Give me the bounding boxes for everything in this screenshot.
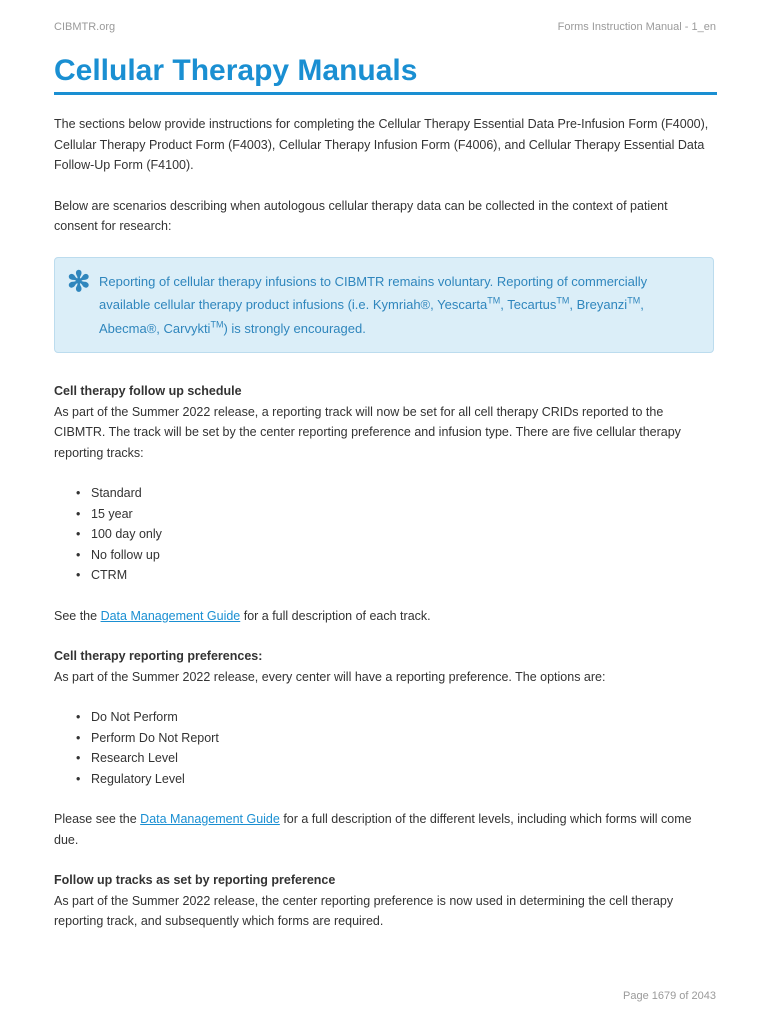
scenarios-paragraph: Below are scenarios describing when autologous cellular therapy data can be collected in the context of patient consent for research: [54, 198, 668, 233]
list-item: • Research Level [54, 748, 714, 769]
page-title: Cellular Therapy Manuals [54, 54, 717, 95]
preferences-list [54, 707, 714, 789]
page-number: Page 1679 of 2043 [623, 990, 716, 1002]
list-item: • 100 day only [54, 524, 714, 545]
see-guide-paragraph: See the Data Management Guide for a full description of each track. [54, 608, 431, 623]
section-body: As part of the Summer 2022 release, the center reporting preference is now used in determining the cell therapy reporting track, and subsequently which forms are required. [54, 893, 674, 928]
section-heading: Cell therapy follow up schedule [54, 384, 242, 398]
section-heading: Cell therapy reporting preferences: [54, 649, 263, 663]
info-callout [54, 257, 714, 354]
list-item: • Do Not Perform [54, 707, 714, 728]
section-body: As part of the Summer 2022 release, a reporting track will now be set for all cell therapy CRIDs reported to the CIBMTR. The track will be set by the center reporting preference and infusion type. There are five cellular therapy reporting tracks: [54, 404, 681, 460]
main-content [54, 114, 714, 932]
list-item: • Perform Do Not Report [54, 728, 714, 749]
see-guide-paragraph: Please see the Data Management Guide for a full description of the different levels, including which forms will come due. [54, 812, 692, 847]
list-item: • 15 year [54, 504, 714, 525]
list-item: • Standard [54, 483, 714, 504]
data-management-guide-link[interactable]: Data Management Guide [100, 608, 241, 623]
callout-text: Reporting of cellular therapy infusions to CIBMTR remains voluntary. Reporting of commercially available cellular therapy product infusions (i.e. Kymriah®, Yescarta™, Tecartus™, Breyanzi™, Abecma®, Carvykti™) is strongly encouraged. [99, 273, 648, 336]
list-item: • No follow up [54, 545, 714, 566]
header-site: CIBMTR.org [54, 21, 116, 33]
list-item: • CTRM [54, 565, 714, 586]
tracks-list [54, 483, 714, 586]
section-heading: Follow up tracks as set by reporting preference [54, 873, 336, 887]
header-manual-title: Forms Instruction Manual - 1_en [557, 21, 716, 33]
data-management-guide-link[interactable]: Data Management Guide [140, 812, 280, 826]
asterisk-icon: ✻ [67, 265, 91, 297]
section-body: As part of the Summer 2022 release, every center will have a reporting preference. The options are: [54, 669, 606, 684]
list-item: • Regulatory Level [54, 769, 714, 790]
intro-paragraph: The sections below provide instructions for completing the Cellular Therapy Essential Data Pre-Infusion Form (F4000), Cellular Therapy Product Form (F4003), Cellular Therapy Infusion Form (F4006), and Cellular Therapy Essential Data Follow-Up Form (F4100). [54, 117, 709, 172]
